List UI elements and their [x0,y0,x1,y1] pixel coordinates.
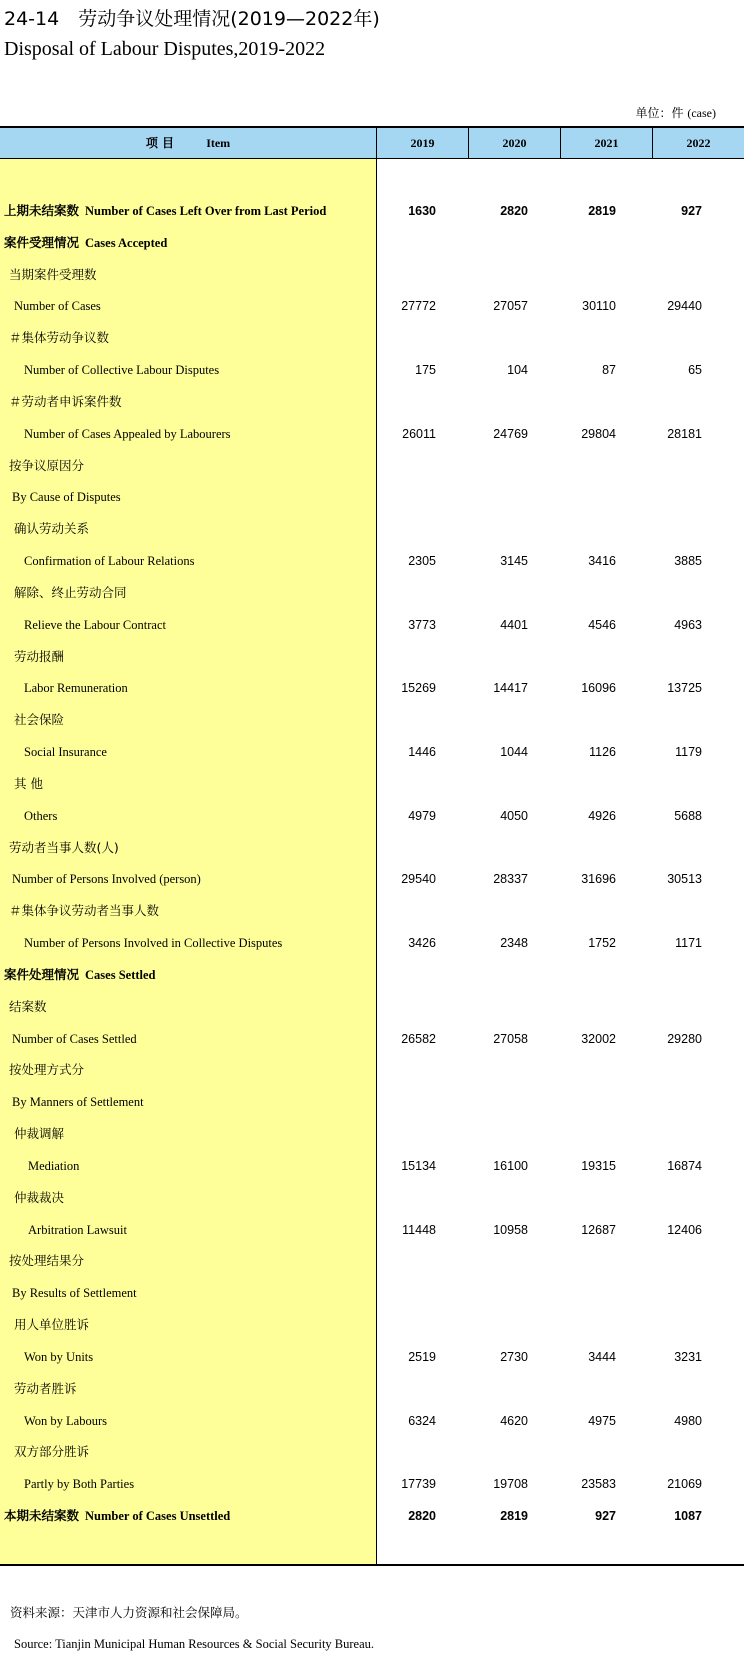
row-label-text: 确认劳动关系 [14,521,90,537]
row-label [24,672,128,704]
cell-2020: 2819 [500,1509,528,1524]
row-label-text: Number of Cases [14,299,101,314]
header-year-2019: 2019 [410,136,435,150]
table-row [0,259,744,291]
table-row [0,672,744,704]
cell-2021: 3416 [588,554,616,569]
row-label [28,1150,79,1182]
cell-2020: 27058 [493,1031,528,1046]
row-label [28,1214,127,1246]
row-label-text: ＃集体争议劳动者当事人数 [9,903,160,919]
row-label [4,959,156,991]
table-row [0,1086,744,1118]
table-row [0,1468,744,1500]
row-label [9,259,97,291]
row-label-text: Number of Persons Involved in Collective Disputes [24,936,283,951]
row-label-text: 仲裁裁决 [14,1189,65,1205]
cell-2019: 27772 [401,299,436,314]
cell-2022: 1087 [674,1509,702,1524]
row-label-text: Number of Cases Settled [12,1031,137,1046]
cell-2019: 3773 [408,617,436,632]
cell-2019: 26582 [401,1031,436,1046]
cell-2019: 2820 [408,1509,436,1524]
row-label-text: Mediation [28,1158,80,1173]
row-label-text: 劳动报酬 [14,648,65,664]
table-row [0,736,744,768]
cell-2022: 3885 [674,554,702,569]
cell-2022: 16874 [667,1158,702,1173]
row-label [14,290,101,322]
row-label-text: Confirmation of Labour Relations [24,554,195,569]
row-label [24,1405,107,1437]
cell-2021: 4546 [588,617,616,632]
table-row [0,641,744,673]
table-row [0,577,744,609]
unit-label [636,104,716,121]
table-row [0,1341,744,1373]
source-note-cn: 资料来源：天津市人力资源和社会保障局。 [10,1605,248,1620]
row-label-text: 用人单位胜诉 [14,1317,90,1333]
cell-2021: 4975 [588,1413,616,1428]
cell-2020: 2820 [500,204,528,218]
cell-2022: 1179 [675,745,702,760]
table-header [0,126,744,159]
row-label [14,641,64,673]
row-label [12,863,201,895]
cell-2019: 11448 [402,1222,436,1237]
table-row [0,1373,744,1405]
row-label-text: 按处理方式分 [9,1062,85,1078]
table-row [0,481,744,513]
table-row [0,195,744,227]
table-row [0,609,744,641]
table-row [0,386,744,418]
cell-2020: 4401 [500,617,528,632]
row-label [24,800,57,832]
cell-2020: 1044 [500,745,528,760]
cell-2021: 1126 [589,745,616,760]
cell-2022: 12406 [667,1222,702,1237]
cell-2019: 1446 [408,745,436,760]
table-row [0,1405,744,1437]
header-divider [376,128,377,158]
row-label [24,927,282,959]
header-item-en: Item [206,136,231,150]
cell-2021: 2819 [588,204,616,218]
cell-2019: 15269 [401,681,436,696]
cell-2020: 2348 [500,936,528,951]
row-label [9,386,122,418]
row-label-text: 仲裁调解 [14,1126,65,1142]
cell-2019: 6324 [408,1413,436,1428]
cell-2022: 4963 [674,617,702,632]
row-label-text: Won by Labours [24,1413,108,1428]
header-item-cn: 项 目 [145,136,174,150]
row-label [24,418,231,450]
table-row [0,832,744,864]
table-row [0,354,744,386]
cell-2022: 29440 [667,299,702,314]
table-row [0,1214,744,1246]
cell-2020: 19708 [493,1477,528,1492]
row-label-text: 按处理结果分 [9,1253,85,1269]
table-row [0,800,744,832]
cell-2021: 29804 [581,426,616,441]
cell-2019: 15134 [401,1158,436,1173]
cell-2022: 21069 [667,1477,702,1492]
cell-2020: 4050 [500,808,528,823]
table-row [0,322,744,354]
table-row [0,991,744,1023]
header-divider [560,128,561,158]
cell-2021: 23583 [581,1477,616,1492]
row-label [14,768,43,800]
cell-2020: 27057 [493,299,528,314]
table-row [0,863,744,895]
table-title-cn: 24-14 劳动争议处理情况(2019—2022年) [4,8,380,30]
row-label [14,1182,64,1214]
table-row [0,450,744,482]
row-label [14,577,127,609]
row-label-text: 上期未结案数 [4,203,80,218]
table-row [0,1309,744,1341]
row-label [9,450,84,482]
cell-2022: 30513 [667,872,702,887]
row-label-text: ＃劳动者申诉案件数 [9,393,122,409]
row-label [14,1118,64,1150]
row-label-text: Social Insurance [24,745,107,760]
cell-2021: 16096 [581,681,616,696]
table-row [0,1500,744,1532]
row-label-text: Partly by Both Parties [24,1477,135,1492]
row-label-text: By Results of Settlement [12,1286,137,1301]
cell-2021: 12687 [581,1222,616,1237]
cell-2021: 1752 [588,936,616,951]
header-divider [468,128,469,158]
cell-2022: 3231 [674,1349,702,1364]
table-row [0,418,744,450]
header-year-2020: 2020 [502,136,527,150]
row-label-text: Labor Remuneration [24,681,128,696]
cell-2021: 30110 [582,299,616,314]
row-label [24,1468,134,1500]
table-title-en: Disposal of Labour Disputes,2019-2022 [4,38,326,60]
table-row [0,1023,744,1055]
cell-2019: 26011 [402,426,436,441]
row-label-text: Arbitration Lawsuit [28,1222,127,1237]
table-row [0,513,744,545]
row-label-text: Number of Persons Involved (person) [12,872,201,887]
cell-2021: 3444 [588,1349,616,1364]
row-label-text: 案件处理情况 [4,966,80,982]
table-row [0,959,744,991]
table-row [0,227,744,259]
row-label [24,736,107,768]
row-label [9,895,159,927]
table-row [0,704,744,736]
row-label-text: 案件受理情况 [4,234,80,250]
table-row [0,1182,744,1214]
row-label-text: 当期案件受理数 [9,266,97,282]
table-row [0,1054,744,1086]
row-label-text: Others [24,808,58,823]
row-label [12,1277,137,1309]
row-label [24,1341,93,1373]
table-row [0,1118,744,1150]
cell-2019: 17739 [401,1477,436,1492]
table-row [0,1150,744,1182]
row-label-en: Number of Cases Unsettled [85,1509,231,1524]
cell-2019: 2305 [408,554,436,569]
cell-2020: 4620 [500,1413,528,1428]
table-row [0,1277,744,1309]
header-item [0,128,376,158]
row-label-text: By Manners of Settlement [12,1095,144,1110]
table-row [0,927,744,959]
row-label [9,832,119,864]
row-label [4,1500,230,1532]
cell-2019: 29540 [401,872,436,887]
cell-2022: 5688 [674,808,702,823]
row-label-text: 双方部分胜诉 [14,1444,90,1460]
row-label [24,354,219,386]
row-label-text: 结案数 [9,998,47,1014]
row-label [9,991,47,1023]
row-label [9,1054,84,1086]
source-note-en: Source: Tianjin Municipal Human Resources & Social Security Bureau. [14,1637,375,1651]
row-label [14,513,89,545]
cell-2019: 2519 [408,1349,436,1364]
data-table [0,126,744,1566]
row-label [14,1309,89,1341]
row-label-text: Won by Units [24,1349,94,1364]
row-label-text: ＃集体劳动争议数 [9,330,110,346]
unit-cn: 单位：件 [635,106,684,120]
cell-2021: 31696 [581,872,616,887]
cell-2021: 927 [595,1509,616,1524]
row-label [14,704,64,736]
unit-en: (case) [687,106,716,120]
row-label-text: 按争议原因分 [9,457,85,473]
cell-2022: 29280 [667,1031,702,1046]
row-label [12,481,121,513]
row-label-text: Relieve the Labour Contract [24,617,166,632]
table-row [0,290,744,322]
table-row [0,1245,744,1277]
header-year-2022: 2022 [686,136,711,150]
cell-2021: 19315 [581,1158,616,1173]
cell-2019: 1630 [408,204,436,218]
row-label-text: 其 他 [14,775,43,791]
cell-2022: 1171 [675,936,702,951]
cell-2019: 3426 [408,936,436,951]
table-row [0,545,744,577]
table-row [0,768,744,800]
row-label [9,1245,84,1277]
cell-2020: 3145 [500,554,528,569]
row-label [24,545,194,577]
cell-2020: 2730 [500,1349,528,1364]
cell-2022: 4980 [674,1413,702,1428]
row-label [12,1086,144,1118]
row-label-text: Number of Cases Appealed by Labourers [24,426,231,441]
cell-2020: 16100 [493,1158,528,1173]
row-label-text: 劳动者胜诉 [14,1380,77,1396]
row-label [24,609,166,641]
row-label [12,1023,137,1055]
cell-2022: 927 [681,204,702,218]
table-row [0,895,744,927]
cell-2020: 28337 [493,872,528,887]
row-label-text: By Cause of Disputes [12,490,121,505]
cell-2019: 4979 [408,808,436,823]
cell-2022: 65 [688,363,702,378]
row-label-en: Cases Settled [85,967,156,982]
row-label-text: 本期未结案数 [4,1508,80,1524]
row-label-text: 社会保险 [14,712,65,728]
header-year-2021: 2021 [594,136,619,150]
row-label-en: Number of Cases Left Over from Last Period [85,204,327,218]
cell-2020: 104 [507,363,528,378]
row-label-en: Cases Accepted [85,235,168,250]
cell-2020: 14417 [493,681,528,696]
table-row [0,1436,744,1468]
row-label [14,1373,77,1405]
row-label [4,227,167,259]
row-label [4,195,326,227]
row-label-text: 解除、终止劳动合同 [14,584,127,600]
row-label-text: Number of Collective Labour Disputes [24,363,220,378]
cell-2019: 175 [415,363,436,378]
table-body [0,159,744,1566]
row-label [9,322,109,354]
row-label-text: 劳动者当事人数(人) [9,839,119,855]
cell-2022: 13725 [667,681,702,696]
cell-2021: 32002 [581,1031,616,1046]
cell-2020: 10958 [493,1222,528,1237]
cell-2022: 28181 [667,426,702,441]
header-divider [652,128,653,158]
cell-2021: 87 [602,363,616,378]
cell-2021: 4926 [588,808,616,823]
cell-2020: 24769 [493,426,528,441]
row-label [14,1436,89,1468]
